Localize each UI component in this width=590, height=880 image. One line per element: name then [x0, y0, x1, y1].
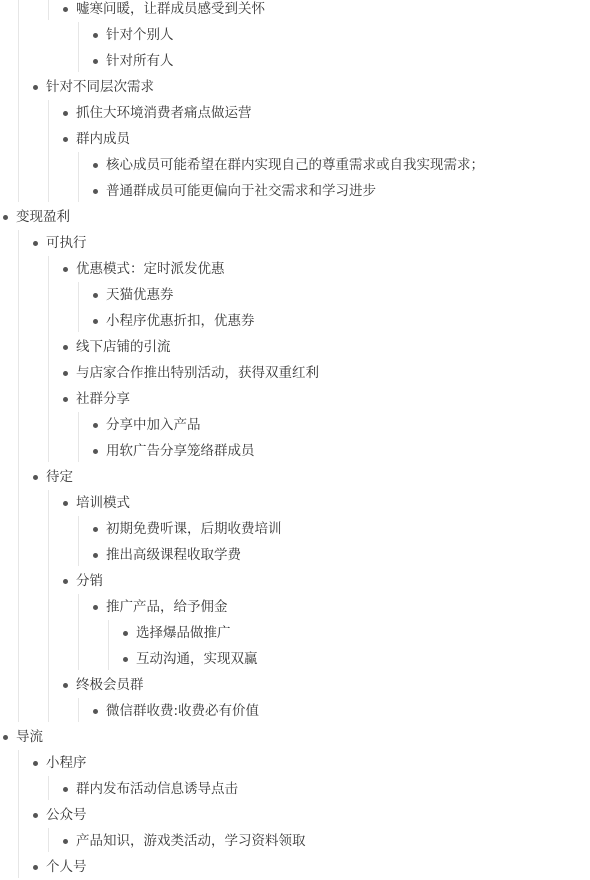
bullet-dot-icon[interactable]	[93, 527, 98, 532]
outline-item-label: 针对个别人	[106, 27, 174, 43]
indent-guide-line	[48, 100, 49, 202]
outline-item-label: 导流	[16, 729, 43, 745]
outline-item-label: 线下店铺的引流	[76, 339, 171, 355]
bullet-dot-icon[interactable]	[63, 267, 68, 272]
bullet-dot-icon[interactable]	[63, 7, 68, 12]
outline-item-label: 群内成员	[76, 131, 130, 147]
outline-item-label: 待定	[46, 469, 73, 485]
bullet-dot-icon[interactable]	[63, 839, 68, 844]
outline-item-label: 可执行	[46, 235, 87, 251]
indent-guide-line	[78, 412, 79, 462]
outline-item-label: 选择爆品做推广	[136, 625, 231, 641]
indent-guide-line	[78, 22, 79, 72]
indent-guide-line	[78, 152, 79, 202]
bullet-dot-icon[interactable]	[63, 683, 68, 688]
outline-item-label: 核心成员可能希望在群内实现自己的尊重需求或自我实现需求；	[106, 157, 484, 173]
bullet-dot-icon[interactable]	[63, 345, 68, 350]
bullet-dot-icon[interactable]	[93, 423, 98, 428]
indent-guide-line	[18, 230, 19, 722]
bullet-dot-icon[interactable]	[123, 657, 128, 662]
bullet-dot-icon[interactable]	[33, 865, 38, 870]
bullet-dot-icon[interactable]	[33, 241, 38, 246]
outline-item-label: 公众号	[46, 807, 87, 823]
bullet-dot-icon[interactable]	[33, 475, 38, 480]
outline-item-label: 培训模式	[76, 495, 130, 511]
indent-guide-line	[48, 256, 49, 462]
bullet-dot-icon[interactable]	[93, 163, 98, 168]
outline-item-label: 终极会员群	[76, 677, 144, 693]
bullet-dot-icon[interactable]	[63, 397, 68, 402]
outline-item-label: 小程序	[46, 755, 87, 771]
bullet-dot-icon[interactable]	[93, 59, 98, 64]
bullet-dot-icon[interactable]	[63, 371, 68, 376]
bullet-dot-icon[interactable]	[63, 111, 68, 116]
indent-guide-line	[78, 594, 79, 670]
indent-guide-line	[48, 490, 49, 722]
bullet-dot-icon[interactable]	[93, 709, 98, 714]
outline-item-label: 群内发布活动信息诱导点击	[76, 781, 238, 797]
bullet-dot-icon[interactable]	[3, 735, 8, 740]
outline-item-label: 初期免费听课，后期收费培训	[106, 521, 282, 537]
bullet-dot-icon[interactable]	[63, 501, 68, 506]
bullet-dot-icon[interactable]	[93, 605, 98, 610]
outline-item-label: 推广产品，给予佣金	[106, 599, 228, 615]
indent-guide-line	[48, 776, 49, 800]
indent-guide-line	[78, 698, 79, 722]
outline-item-label: 天猫优惠券	[106, 287, 174, 303]
outline-item-label: 针对所有人	[106, 53, 174, 69]
indent-guide-line	[78, 282, 79, 332]
indent-guide-line	[18, 750, 19, 878]
bullet-dot-icon[interactable]	[63, 579, 68, 584]
outline-item-label: 小程序优惠折扣，优惠券	[106, 313, 255, 329]
bullet-dot-icon[interactable]	[123, 631, 128, 636]
bullet-dot-icon[interactable]	[63, 137, 68, 142]
indent-guide-line	[108, 620, 109, 670]
outline-item-label: 社群分享	[76, 391, 130, 407]
bullet-dot-icon[interactable]	[93, 33, 98, 38]
bullet-dot-icon[interactable]	[93, 449, 98, 454]
outline-item-label: 产品知识，游戏类活动，学习资料领取	[76, 833, 306, 849]
bullet-dot-icon[interactable]	[33, 813, 38, 818]
indent-guide-line	[48, 0, 49, 20]
indent-guide-line	[48, 828, 49, 852]
outline-item-label: 变现盈利	[16, 209, 70, 225]
outline-item-label: 个人号	[46, 859, 87, 875]
bullet-dot-icon[interactable]	[93, 553, 98, 558]
bullet-dot-icon[interactable]	[33, 761, 38, 766]
bullet-dot-icon[interactable]	[63, 787, 68, 792]
outline-item-label: 用软广告分享笼络群成员	[106, 443, 255, 459]
outline-item-label: 互动沟通，实现双赢	[136, 651, 258, 667]
outline-item-label: 针对不同层次需求	[46, 79, 154, 95]
bullet-dot-icon[interactable]	[93, 319, 98, 324]
outline-item-label: 分享中加入产品	[106, 417, 201, 433]
outline-item-label: 普通群成员可能更偏向于社交需求和学习进步	[106, 183, 376, 199]
bullet-dot-icon[interactable]	[93, 293, 98, 298]
outline-item-label: 抓住大环境消费者痛点做运营	[76, 105, 252, 121]
bullet-dot-icon[interactable]	[33, 85, 38, 90]
indent-guide-line	[78, 516, 79, 566]
bullet-dot-icon[interactable]	[3, 215, 8, 220]
outline-item-label: 推出高级课程收取学费	[106, 547, 241, 563]
outline-item-label: 与店家合作推出特别活动，获得双重红利	[76, 365, 319, 381]
indent-guide-line	[18, 0, 19, 202]
outline-item-label: 嘘寒问暖，让群成员感受到关怀	[76, 1, 265, 17]
outline-item-label: 微信群收费:收费必有价值	[106, 703, 260, 719]
outline-item-label: 分销	[76, 573, 103, 589]
bullet-dot-icon[interactable]	[93, 189, 98, 194]
outline-item-label: 优惠模式：定时派发优惠	[76, 261, 225, 277]
